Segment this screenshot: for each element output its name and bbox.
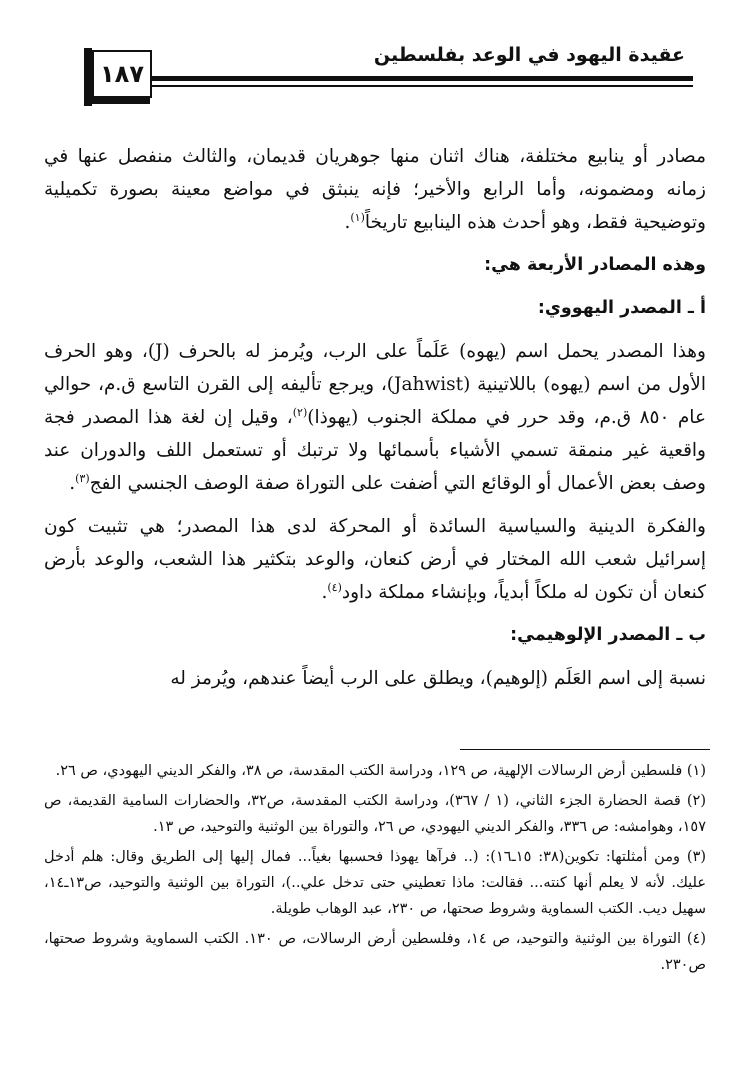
paragraph-1-end: . xyxy=(344,212,351,233)
paragraph-2-end: . xyxy=(69,473,76,494)
running-title: عقيدة اليهود في الوعد بفلسطين xyxy=(373,44,685,66)
footnote-3: (٣) ومن أمثلتها: تكوين(٣٨: ١٥ـ١٦): (.. فرآها يهوذا فحسبها بغياً... فمال إليها إلى الطريق وقال: هلم أدخل عليك. لأنه لا يعلم أنها كنته... فقالت: ماذا تعطيني حتى تدخل علي..)، التوراة بين الوثنية والتوحيد، ص١٣ـ١٤، سهيل ديب. الكتب السماوية وشروط صحتها، ص ٢٣٠، عبد الوهاب طويلة. xyxy=(44,849,707,917)
paragraph-1-text: مصادر أو ينابيع مختلفة، هناك اثنان منها جوهريان قديمان، والثالث منفصل عنها في زمانه ومضمونه، وأما الرابع والأخير؛ فإنه ينبثق في مواضع معينة بصورة تكميلية وتوضيحية فقط، وهو أحدث هذه الينابيع تاريخاً xyxy=(44,146,706,233)
footnote-1: (١) فلسطين أرض الرسالات الإلهية، ص ١٢٩، ودراسة الكتب المقدسة، ص ٣٨، والفكر الديني اليهودي، ص ٢٦. xyxy=(55,763,706,779)
footnote-ref-1[interactable]: (١) xyxy=(350,210,365,224)
page-number: ١٨٧ xyxy=(92,50,152,98)
paragraph-2-continued: ، وقيل إن لغة هذا المصدر فجة واقعية غير منمقة تسمي الأشياء بأسمائها ولا ترتبك أو تستعمل اللف والدوران عند وصف بعض الأعمال أو الوقائع التي أضفت على التوراة صفة الوصف الجنسي الفج xyxy=(44,407,706,494)
paragraph-3-end: . xyxy=(321,582,328,603)
heading-yahwist-source: أ ـ المصدر اليهووي: xyxy=(537,298,706,318)
footnote-ref-2[interactable]: (٢) xyxy=(292,405,308,419)
footnotes xyxy=(44,758,706,982)
footnote-4: (٤) التوراة بين الوثنية والتوحيد، ص ١٤، وفلسطين أرض الرسالات، ص ١٣٠. الكتب السماوية وشروط صحتها، ص٢٣٠. xyxy=(44,931,706,973)
heading-four-sources: وهذه المصادر الأربعة هي: xyxy=(484,255,706,275)
main-text xyxy=(44,140,706,695)
heading-elohist-source: ب ـ المصدر الإلوهيمي: xyxy=(510,625,706,645)
paragraph-2 xyxy=(44,335,706,500)
header-rule-thin xyxy=(152,85,693,87)
footnote-divider xyxy=(460,749,710,750)
paragraph-3-text: والفكرة الدينية والسياسية السائدة أو المحركة لدى هذا المصدر؛ هي تثبيت كون إسرائيل شعب الله المختار في أرض كنعان، والوعد بتكثير هذا الشعب، والوعد بأرض كنعان أن تكون له ملكاً أبدياً، وبإنشاء مملكة داود xyxy=(44,516,706,603)
paragraph-3 xyxy=(44,510,706,609)
footnote-2: (٢) قصة الحضارة الجزء الثاني، (١ / ٣٦٧)، ودراسة الكتب المقدسة، ص٣٢، والحضارات السامية القديمة، ص ١٥٧، وهوامشه: ص ٣٣٦، والفكر الديني اليهودي، ص ٢٦، والتوراة بين الوثنية والتوحيد، ص ١٣. xyxy=(44,793,706,835)
paragraph-1 xyxy=(44,140,706,239)
footnote-ref-3[interactable]: (٣) xyxy=(75,471,90,485)
footnote-ref-4[interactable]: (٤) xyxy=(327,580,342,594)
paragraph-4: نسبة إلى اسم العَلَم (إلوهيم)، ويطلق على الرب أيضاً عندهم، ويُرمز له xyxy=(170,668,706,689)
paragraph-2-text: وهذا المصدر يحمل اسم (يهوه) عَلَماً على الرب، ويُرمز له بالحرف (J)، وهو الحرف الأول من اسم (يهوه) باللاتينية (Jahwist)، ويرجع تأليفه إلى القرن التاسع ق.م، حوالي عام ٨٥٠ ق.م، وقد حرر في مملكة الجنوب (يهوذا) xyxy=(44,341,706,428)
header-rule-thick xyxy=(152,76,693,81)
